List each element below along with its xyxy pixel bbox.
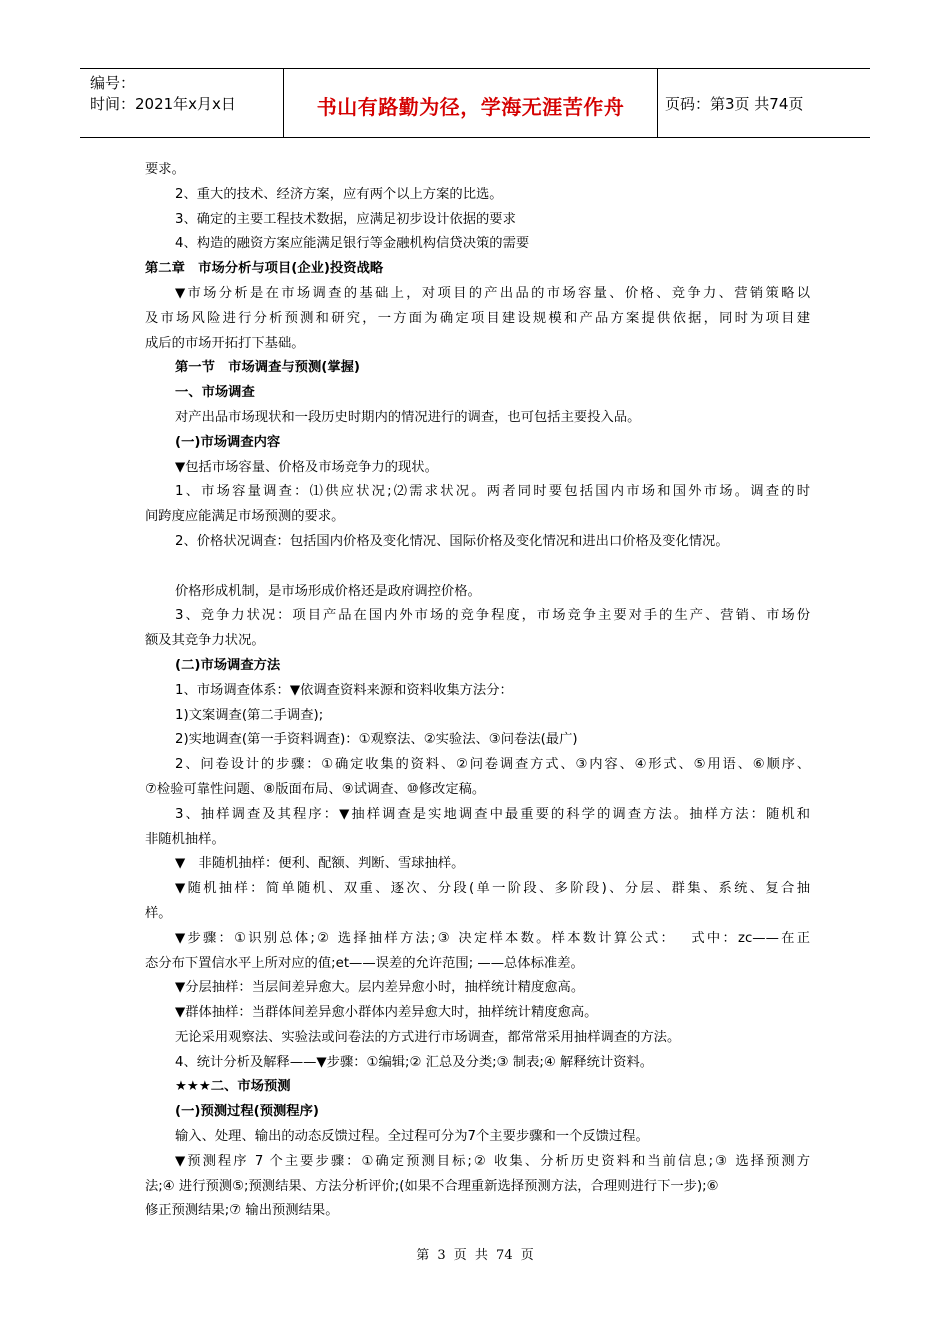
section-heading: (二)市场调查方法 [175, 657, 281, 673]
body-paragraph: ▼市场分析是在市场调查的基础上，对项目的产出品的市场容量、价格、竞争力、营销策略以 [175, 285, 810, 301]
body-paragraph: ▼群体抽样：当群体间差异愈小群体内差异愈大时，抽样统计精度愈高。 [175, 1005, 598, 1021]
header-meta [90, 73, 236, 115]
section-heading: (一)预测过程(预测程序) [175, 1104, 319, 1120]
body-paragraph: 3、确定的主要工程技术数据，应满足初步设计依据的要求 [175, 211, 516, 227]
header-page-info: 页码：第3页 共74页 [665, 95, 804, 113]
body-paragraph: 样。 [145, 905, 172, 921]
header-motto: 书山有路勤为径，学海无涯苦作舟 [316, 95, 625, 119]
body-paragraph: 4、统计分析及解释——▼步骤：①编辑;② 汇总及分类;③ 制表;④ 解释统计资料。 [175, 1054, 654, 1070]
body-paragraph: 要求。 [145, 162, 185, 177]
body-paragraph: 2、重大的技术、经济方案，应有两个以上方案的比选。 [175, 186, 503, 202]
body-paragraph: 3、抽样调查及其程序：▼抽样调查是实地调查中最重要的科学的调查方法。抽样方法：随机和 [175, 806, 810, 822]
body-paragraph: 成后的市场开拓打下基础。 [145, 335, 305, 351]
blank-line [145, 555, 810, 580]
body-paragraph: 修正预测结果;⑦ 输出预测结果。 [145, 1203, 339, 1219]
body-paragraph: ⑦检验可靠性问题、⑧版面布局、⑨试调查、⑩修改定稿。 [145, 781, 486, 797]
body-paragraph: 间跨度应能满足市场预测的要求。 [145, 509, 345, 525]
body-paragraph: ▼预测程序 7 个主要步骤：①确定预测目标;② 收集、分析历史资料和当前信息;③ 选择预测方 [175, 1153, 810, 1169]
section-heading: 一、市场调查 [175, 385, 255, 401]
body-paragraph: 1、市场调查体系：▼依调查资料来源和资料收集方法分： [175, 682, 513, 698]
body-paragraph: 非随机抽样。 [145, 831, 225, 847]
header-table [80, 68, 870, 138]
body-paragraph: 无论采用观察法、实验法或问卷法的方式进行市场调查，都常常采用抽样调查的方法。 [175, 1029, 681, 1045]
body-paragraph: 4、构造的融资方案应能满足银行等金融机构信贷决策的需要 [175, 236, 530, 252]
body-paragraph: 2、问卷设计的步骤：①确定收集的资料、②问卷调查方式、③内容、④形式、⑤用语、⑥顺序、 [175, 757, 810, 773]
body-paragraph: 输入、处理、输出的动态反馈过程。全过程可分为7个主要步骤和一个反馈过程。 [175, 1129, 649, 1145]
body-paragraph: 3、竞争力状况：项目产品在国内外市场的竞争程度，市场竞争主要对手的生产、营销、市场份 [175, 608, 810, 624]
body-paragraph: 及市场风险进行分析预测和研究，一方面为确定项目建设规模和产品方案提供依据，同时为项目建 [145, 310, 810, 326]
body-paragraph: 法;④ 进行预测⑤;预测结果、方法分析评价;(如果不合理重新选择预测方法，合理则进行下一步);⑥ [145, 1178, 719, 1194]
section-heading: ★★★二、市场预测 [175, 1079, 291, 1095]
body-paragraph: 1、市场容量调查：⑴供应状况;⑵需求状况。两者同时要包括国内市场和国外市场。调查的时 [175, 484, 810, 500]
body-paragraph: 态分布下置信水平上所对应的值;et——误差的允许范围; ——总体标准差。 [145, 955, 584, 971]
header-divider [657, 69, 658, 137]
document-body [145, 158, 810, 1224]
body-paragraph: ▼步骤：①识别总体;② 选择抽样方法;③ 决定样本数。样本数计算公式： 式中：zc——在正 [175, 930, 810, 946]
body-paragraph: ▼ 非随机抽样：便利、配额、判断、雪球抽样。 [175, 856, 465, 872]
body-paragraph: 2)实地调查(第一手资料调查)：①观察法、②实验法、③问卷法(最广) [175, 732, 578, 748]
body-paragraph: 额及其竞争力状况。 [145, 633, 265, 649]
section-heading: (一)市场调查内容 [175, 434, 281, 450]
body-paragraph: ▼分层抽样：当层间差异愈大。层内差异愈小时，抽样统计精度愈高。 [175, 980, 585, 996]
body-paragraph: 2、价格状况调查：包括国内价格及变化情况、国际价格及变化情况和进出口价格及变化情况。 [175, 533, 729, 549]
section-heading: 第一节 市场调查与预测(掌握) [175, 360, 361, 376]
body-paragraph: 1)文案调查(第二手调查); [175, 707, 324, 723]
body-paragraph: ▼随机抽样：简单随机、双重、逐次、分段(单一阶段、多阶段)、分层、群集、系统、复合抽 [175, 881, 810, 897]
date-label: 时间：2021年x月x日 [90, 95, 236, 113]
body-paragraph: 价格形成机制，是市场形成价格还是政府调控价格。 [175, 583, 481, 599]
body-paragraph: ▼包括市场容量、价格及市场竞争力的现状。 [175, 459, 438, 475]
body-paragraph: 对产出品市场现状和一段历史时期内的情况进行的调查，也可包括主要投入品。 [175, 409, 641, 425]
section-heading: 第二章 市场分析与项目(企业)投资战略 [145, 261, 384, 277]
serial-label: 编号： [90, 74, 136, 92]
page-footer: 第 3 页 共 74 页 [416, 1248, 534, 1263]
